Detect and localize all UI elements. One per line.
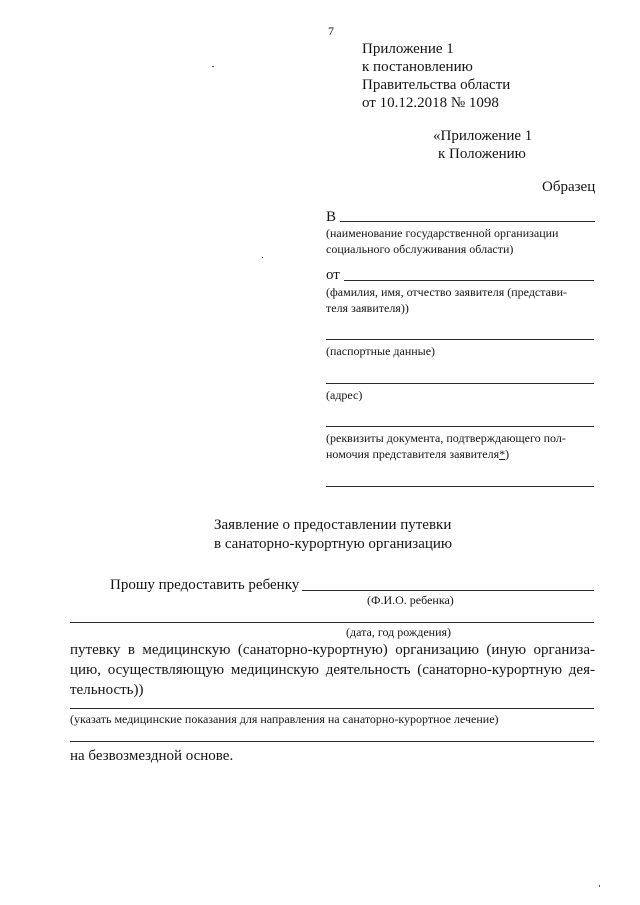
- credentials-hint-2-text: номочия представителя заявителя: [326, 447, 500, 461]
- credentials-line: [326, 426, 594, 427]
- credentials-hint-2: [326, 447, 509, 462]
- address-line: [326, 383, 594, 384]
- header-line-3: Правительства области: [362, 77, 511, 93]
- annex-line-2: к Положению: [438, 146, 526, 162]
- indications-line: [70, 708, 594, 709]
- extra-line: [70, 741, 594, 742]
- sender-hint-1: (фамилия, имя, отчество заявителя (представи-: [326, 285, 568, 299]
- sender-line: [344, 280, 594, 281]
- passport-hint: (паспортные данные): [326, 344, 436, 358]
- statement-title-line-1: Заявление о предоставлении путевки: [214, 517, 452, 533]
- sender-prefix: от: [326, 267, 340, 283]
- page-number: 7: [328, 24, 334, 38]
- indications-hint: (указать медицинские показания для направления на санаторно-курортное лечение): [70, 712, 499, 726]
- scan-speck: [599, 885, 600, 887]
- addressee-hint-1: (наименование государственной организации: [326, 226, 559, 240]
- addressee-line: [340, 221, 595, 222]
- paragraph-line-2: цию, осуществляющую медицинскую деятельность (санаторно-курортную дея-: [70, 662, 595, 678]
- credentials-hint-2-end: ): [505, 447, 510, 461]
- child-name-line: [302, 590, 594, 591]
- signature-line: [326, 486, 594, 487]
- sender-hint-2: теля заявителя)): [326, 301, 409, 315]
- header-line-1: Приложение 1: [362, 41, 454, 57]
- scan-speck: [212, 66, 214, 67]
- header-line-4: от 10.12.2018 № 1098: [362, 95, 499, 111]
- addressee-prefix: В: [326, 209, 337, 225]
- birth-hint: (дата, год рождения): [346, 625, 451, 639]
- closing-text: на безвозмездной основе.: [70, 748, 234, 764]
- child-name-hint: (Ф.И.О. ребенка): [367, 593, 454, 607]
- statement-title-line-2: в санаторно-курортную организацию: [214, 536, 453, 552]
- addressee-hint-2: социального обслуживания области): [326, 242, 514, 256]
- paragraph-line-3: тельность)): [70, 682, 144, 698]
- paragraph-line-1: путевку в медицинскую (санаторно-курортную) организацию (иную организа-: [70, 642, 595, 658]
- passport-line: [326, 339, 594, 340]
- header-line-2: к постановлению: [362, 59, 473, 75]
- annex-line-1: «Приложение 1: [433, 128, 533, 144]
- footnote-mark: *: [499, 447, 506, 461]
- sample-label: Образец: [542, 179, 596, 195]
- credentials-hint-1: (реквизиты документа, подтверждающего пол-: [326, 431, 566, 445]
- scan-speck: [262, 257, 263, 258]
- birth-line: [70, 622, 594, 623]
- request-prefix: Прошу предоставить ребенку: [110, 577, 300, 593]
- address-hint: (адрес): [326, 388, 363, 402]
